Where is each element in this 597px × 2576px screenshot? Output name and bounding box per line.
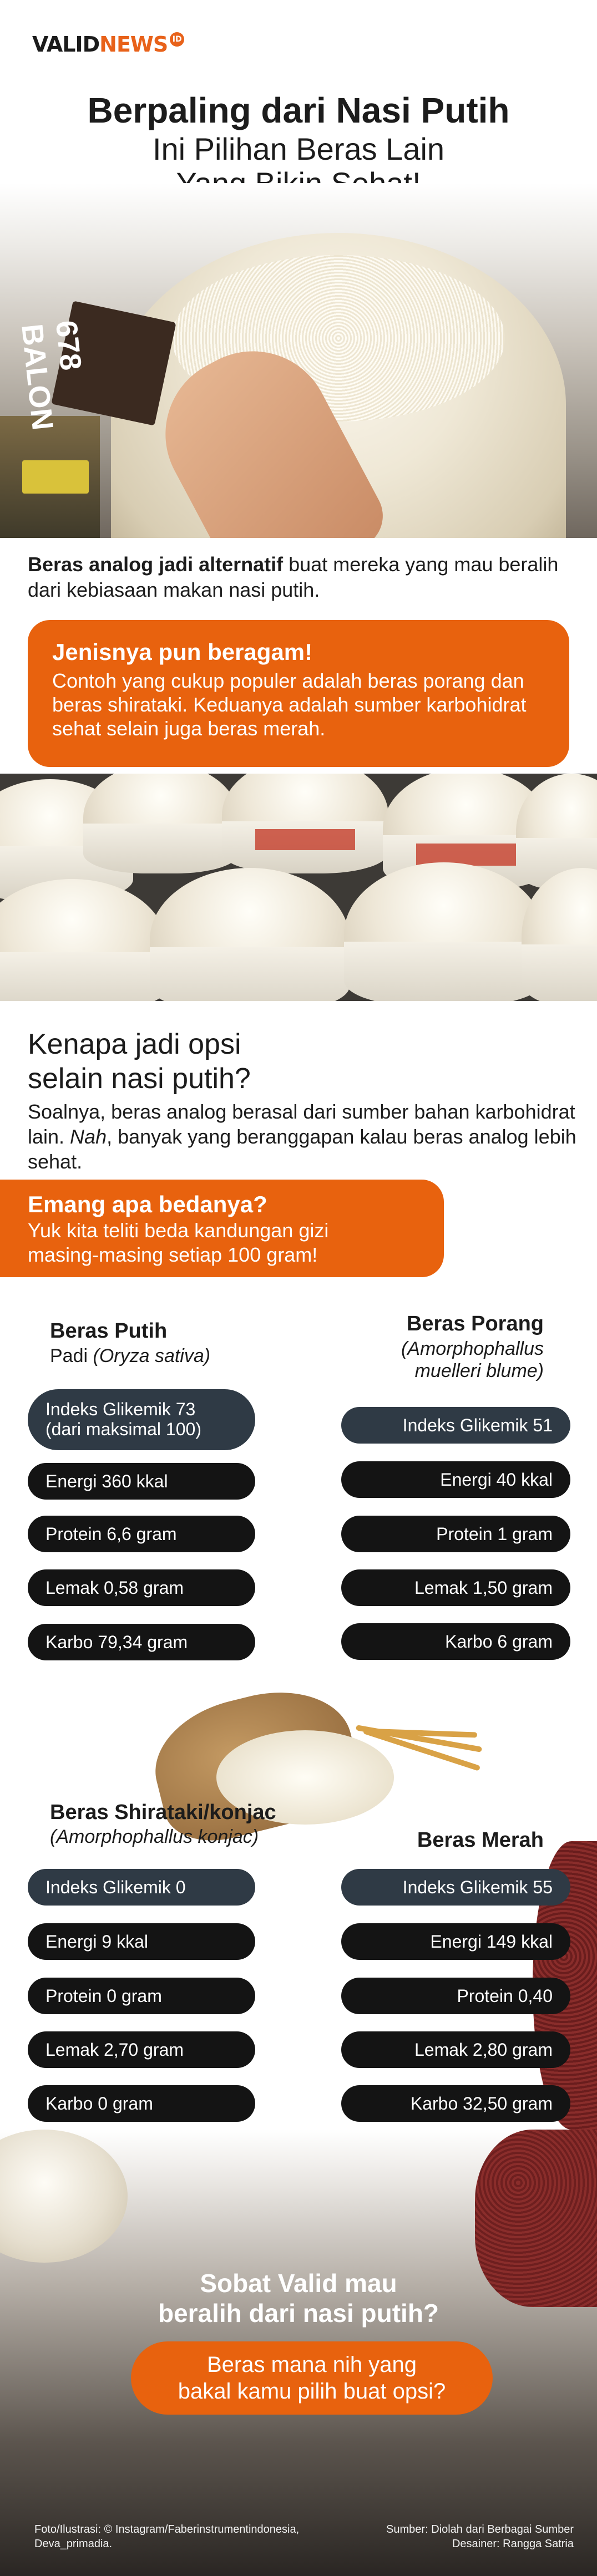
- brand-logo: [32, 32, 184, 57]
- card-title-putih: Beras Putih: [50, 1319, 168, 1343]
- callout-bedanya-line-1: Yuk kita teliti beda kandungan gizi: [28, 1219, 329, 1242]
- subtitle-line-1: Ini Pilihan Beras Lain: [152, 131, 445, 166]
- logo-main: VALID: [32, 32, 100, 57]
- closing-line-2: beralih dari nasi putih?: [158, 2299, 439, 2328]
- intro-rest: buat mereka yang mau beralih dari kebiasaan makan nasi putih.: [28, 553, 559, 601]
- card-title-merah: Beras Merah: [417, 1828, 544, 1852]
- logo-accent: NEWS: [99, 32, 168, 57]
- source-credit-line-2: Desainer: Rangga Satria: [452, 2538, 574, 2550]
- section-body-b: , banyak yang beranggapan kalau beras analog lebih sehat.: [28, 1125, 576, 1173]
- page-title: Berpaling dari Nasi Putih: [87, 90, 510, 130]
- callout-jenis-heading: Jenisnya pun beragam!: [52, 639, 313, 665]
- rice-bag: [0, 879, 166, 1001]
- rice-bag: [150, 868, 350, 1001]
- callout-pilih-line-1: Beras mana nih yang: [206, 2353, 417, 2377]
- rice-sacks-photo: [0, 774, 597, 1001]
- pill-energi-shirataki: Energi 9 kkal: [28, 1923, 255, 1960]
- card-title-shirataki: Beras Shirataki/konjac: [50, 1801, 276, 1824]
- pill-protein-putih: Protein 6,6 gram: [28, 1516, 255, 1552]
- closing-line-1: Sobat Valid mau: [200, 2269, 397, 2298]
- rice-bag: [83, 774, 239, 873]
- pill-lemak-merah: Lemak 2,80 gram: [341, 2031, 570, 2068]
- rice-bowl: [0, 2130, 128, 2263]
- pill-energi-porang: Energi 40 kkal: [341, 1461, 570, 1498]
- callout-bedanya-heading: Emang apa bedanya?: [28, 1191, 267, 1217]
- section-heading-line-2: selain nasi putih?: [28, 1063, 251, 1095]
- wheat-stalk-illustration: [355, 1725, 488, 1769]
- source-credit-line-1: Sumber: Diolah dari Berbagai Sumber: [386, 2523, 574, 2536]
- pill-lemak-porang: Lemak 1,50 gram: [341, 1569, 570, 1606]
- callout-pilih-line-2: bakal kamu pilih buat opsi?: [178, 2379, 446, 2404]
- pill-protein-shirataki: Protein 0 gram: [28, 1978, 255, 2014]
- callout-jenis: [28, 620, 569, 767]
- pill-gi-shirataki: Indeks Glikemik 0: [28, 1869, 255, 1906]
- card-sub-porang: [311, 1338, 544, 1382]
- pill-gi-putih-line-1: Indeks Glikemik 73: [45, 1399, 196, 1419]
- intro-bold: Beras analog jadi alternatif: [28, 553, 284, 576]
- pill-protein-porang: Protein 1 gram: [341, 1516, 570, 1552]
- callout-pilih: [131, 2341, 493, 2415]
- card-sub-porang-line-2: muelleri blume): [414, 1360, 544, 1381]
- card-title-porang: Beras Porang: [406, 1312, 544, 1335]
- pill-protein-merah: Protein 0,40: [341, 1978, 570, 2014]
- pill-karbo-shirataki: Karbo 0 gram: [28, 2085, 255, 2122]
- pill-gi-putih-line-2: (dari maksimal 100): [45, 1419, 201, 1439]
- pill-energi-merah: Energi 149 kkal: [341, 1923, 570, 1960]
- section-body-italic: Nah: [70, 1125, 107, 1148]
- pill-gi-putih: [28, 1389, 255, 1450]
- callout-bedanya: [0, 1180, 444, 1277]
- logo-badge: ID: [170, 32, 184, 47]
- section-heading: [28, 1027, 571, 1096]
- photo-credit-line-1: Foto/Ilustrasi: © Instagram/Faberinstrumentindonesia,: [34, 2523, 300, 2536]
- photo-credit: [34, 2522, 323, 2551]
- card-sub-putih: [50, 1345, 210, 1367]
- price-sign: [15, 301, 176, 432]
- package-background: [22, 460, 89, 494]
- pill-lemak-shirataki: Lemak 2,70 gram: [28, 2031, 255, 2068]
- card-sub-shirataki: (Amorphophallus konjac): [50, 1826, 259, 1847]
- rice-bag: [344, 862, 544, 1001]
- closing-question: [0, 2268, 597, 2328]
- rice-bag: [222, 774, 388, 873]
- pill-karbo-putih: Karbo 79,34 gram: [28, 1624, 255, 1660]
- pill-gi-merah: Indeks Glikemik 55: [341, 1869, 570, 1906]
- intro-text: [28, 552, 571, 603]
- pill-karbo-porang: Karbo 6 gram: [341, 1623, 570, 1660]
- rice-bag: [522, 868, 597, 1001]
- source-credit: [311, 2522, 574, 2551]
- pill-energi-putih: Energi 360 kkal: [28, 1463, 255, 1500]
- card-sub-putih-a: Padi: [50, 1345, 93, 1366]
- callout-bedanya-line-2: masing-masing setiap 100 gram!: [28, 1243, 318, 1266]
- pill-gi-porang: Indeks Glikemik 51: [341, 1407, 570, 1444]
- pill-karbo-merah: Karbo 32,50 gram: [341, 2085, 570, 2122]
- photo-credit-line-2: Deva_primadia.: [34, 2538, 113, 2550]
- hero-rice-photo: [0, 183, 597, 538]
- card-sub-porang-line-1: (Amorphophallus: [401, 1338, 544, 1359]
- pill-lemak-putih: Lemak 0,58 gram: [28, 1569, 255, 1606]
- price-sign-text: 678 BALON: [15, 318, 88, 432]
- section-body-a: Soalnya, beras analog berasal dari sumber bahan karbohidrat lain.: [28, 1100, 575, 1148]
- callout-jenis-body: Contoh yang cukup populer adalah beras porang dan beras shirataki. Keduanya adalah sumber karbohidrat sehat selain juga beras merah.: [52, 669, 527, 740]
- card-sub-putih-italic: (Oryza sativa): [93, 1345, 211, 1366]
- section-heading-line-1: Kenapa jadi opsi: [28, 1028, 241, 1060]
- section-body: [28, 1099, 577, 1174]
